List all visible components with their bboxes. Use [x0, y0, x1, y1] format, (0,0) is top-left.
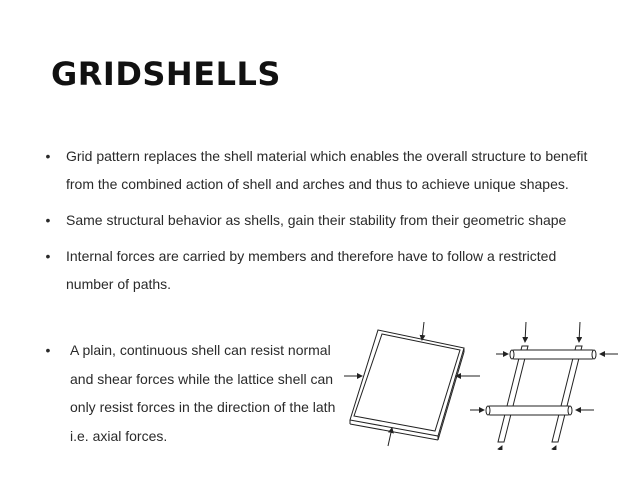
bullet-list [42, 142, 602, 298]
bullet-text: Same structural behavior as shells, gain their stability from their geometric shape [66, 212, 567, 228]
shell-vs-lattice-diagram [340, 318, 622, 450]
bullet-item-1 [42, 142, 602, 198]
lattice-shell [486, 346, 596, 442]
bullet-dot: • [45, 212, 51, 228]
bullet-item-3 [42, 242, 602, 298]
bullet-item-4 [42, 336, 340, 450]
bullet-text: Grid pattern replaces the shell material which enables the overall structure to benefit from the combined action of shell and arches and thus to achieve unique shapes. [66, 148, 588, 192]
bullet-text: A plain, continuous shell can resist normal and shear forces while the lattice shell can only resist forces in the direction of the lath i.e. axial forces. [70, 342, 336, 444]
bullet-dot: • [45, 248, 51, 264]
lattice-force-arrows [470, 322, 618, 450]
bullet-dot: • [45, 148, 51, 164]
bullet-dot: • [45, 342, 51, 358]
bullet-text: Internal forces are carried by members and therefore have to follow a restricted number of paths. [66, 248, 557, 292]
continuous-shell-plate [350, 330, 464, 440]
bullet-item-2 [42, 206, 602, 234]
slide-title: GRIDSHELLS [51, 55, 281, 93]
